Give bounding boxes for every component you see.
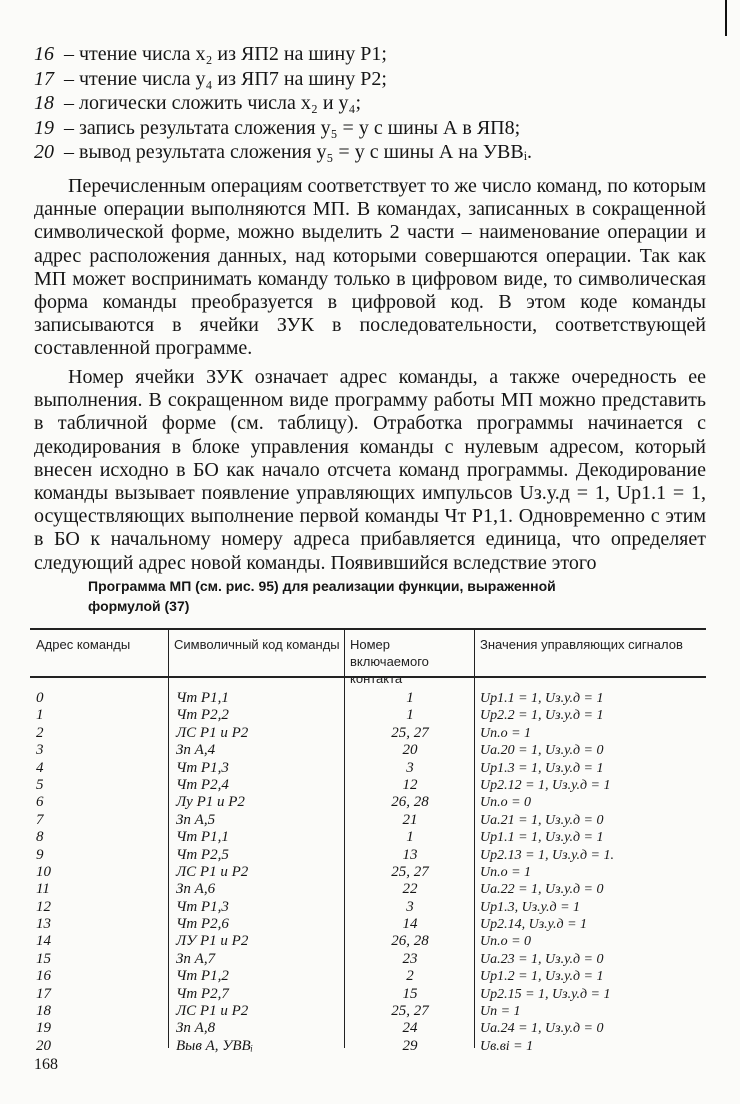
- paragraph: Перечисленным операциям соответствует то же число команд, по которым данные операции выполняются МП. В командах, записанных в сокращенной символической форме, можно выделить 2 части – наименование операции и адрес расположения данных, над которыми совершаются операции. Так как МП может воспринимать команду только в цифровом виде, то символическая форма команды преобразуется в цифровой код. В этом коде команды записываются в ячейки ЗУК в последовательности, соответствующей составленной программе.: [34, 175, 706, 360]
- table-cell: ЛС Р1 и Р2: [176, 1003, 249, 1020]
- table-cell: 21: [402, 811, 418, 828]
- table-cell: 15: [36, 950, 51, 967]
- table-cell: ЛС Р1 и Р2: [176, 863, 249, 880]
- table-cell: Лу Р1 и Р2: [176, 794, 245, 811]
- table-cell: 26, 28: [391, 794, 429, 811]
- table-cell: Uр2.15 = 1, Uз.у.д = 1: [480, 986, 611, 1002]
- header-address: Адрес команды: [36, 637, 131, 652]
- list-item: [34, 67, 714, 92]
- table-cell: Чт Р1,3: [176, 898, 229, 915]
- page-number: 168: [34, 1056, 58, 1073]
- table-cell: Выв А, УВВᵢ: [176, 1037, 254, 1054]
- table-cell: Чт Р2,6: [176, 916, 229, 933]
- table-cell: 18: [36, 1003, 51, 1020]
- table-cell: 23: [402, 950, 418, 967]
- table-cell: ЛУ Р1 и Р2: [176, 933, 249, 950]
- table-cell: 5: [36, 776, 44, 793]
- table-cell: Зп А,6: [176, 881, 216, 898]
- table-cell: 1: [406, 707, 414, 724]
- table-cell: Чт Р1,3: [176, 759, 229, 776]
- table-cell: 16: [36, 968, 51, 985]
- table-cell: 25, 27: [391, 863, 429, 880]
- table-cell: Uа.24 = 1, Uз.у.д = 0: [480, 1021, 604, 1037]
- table-cell: 2: [406, 968, 414, 985]
- header-contact-number: Номер включаемого контакта: [350, 637, 429, 686]
- table-cell: Uа.20 = 1, Uз.у.д = 0: [480, 743, 604, 759]
- table-cell: Uр1.3, Uз.у.д = 1: [480, 899, 581, 915]
- table-cell: Чт Р1,2: [176, 968, 229, 985]
- table-cell: 7: [36, 811, 44, 828]
- table-cell: 25, 27: [391, 724, 429, 741]
- table-cell: 8: [36, 829, 44, 846]
- table-cell: 12: [36, 898, 51, 915]
- scan-edge-mark: [725, 0, 727, 36]
- list-number: 20: [34, 141, 54, 163]
- table-cell: 1: [36, 707, 44, 724]
- list-item: [34, 42, 714, 67]
- list-number: 18: [34, 92, 54, 114]
- table-cell: 13: [402, 846, 418, 863]
- table-cell: Uр2.12 = 1, Uз.у.д = 1: [480, 777, 611, 793]
- table-cell: Uр1.1 = 1, Uз.у.д = 1: [480, 830, 604, 846]
- table-cell: 14: [402, 916, 418, 933]
- table-cell: Uп = 1: [480, 1004, 521, 1020]
- table-cell: 22: [402, 881, 418, 898]
- table-cell: Чт Р2,2: [176, 707, 229, 724]
- list-text: – вывод результата сложения y₅ = y с шины А на УВВᵢ.: [64, 141, 532, 163]
- table-cell: Uр1.3 = 1, Uз.у.д = 1: [480, 760, 604, 776]
- list-item: [34, 116, 714, 141]
- table-cell: 20: [36, 1037, 51, 1054]
- table-cell: 3: [406, 759, 414, 776]
- table-cell: Uп.о = 0: [480, 934, 532, 950]
- table-cell: 15: [402, 985, 418, 1002]
- table-cell: Uа.23 = 1, Uз.у.д = 0: [480, 951, 604, 967]
- table-caption: Программа МП (см. рис. 95) для реализации функции, выраженной формулой (37): [88, 578, 556, 614]
- table-cell: 14: [36, 933, 51, 950]
- table-top-rule: [30, 628, 706, 630]
- table-cell: Uп.о = 0: [480, 795, 532, 811]
- table-cell: 25, 27: [391, 1003, 429, 1020]
- table-cell: Зп А,5: [176, 811, 216, 828]
- list-text: – запись результата сложения y₅ = y с шины А в ЯП8;: [64, 116, 521, 139]
- list-text: – логически сложить числа x₂ и y₄;: [64, 92, 362, 114]
- table-cell: 12: [402, 776, 418, 793]
- table-cell: 3: [406, 898, 414, 915]
- table-cell: 17: [36, 985, 51, 1002]
- table-cell: 24: [402, 1020, 418, 1037]
- table-cell: Чт Р2,5: [176, 846, 229, 863]
- table-cell: Uв.вi = 1: [480, 1038, 534, 1054]
- signals-column: [480, 690, 706, 1055]
- table-cell: 20: [402, 742, 418, 759]
- table-cell: Uп.о = 1: [480, 725, 532, 741]
- table-cell: Зп А,4: [176, 742, 216, 759]
- table-cell: 19: [36, 1020, 51, 1037]
- table-cell: 6: [36, 794, 44, 811]
- table-cell: Чт Р2,7: [176, 985, 229, 1002]
- list-number: 16: [34, 43, 54, 65]
- list-text: – чтение числа x₂ из ЯП2 на шину Р1;: [64, 43, 387, 65]
- table-cell: 29: [402, 1037, 418, 1054]
- table-cell: Uр2.14, Uз.у.д = 1: [480, 917, 588, 933]
- column-divider: [474, 628, 475, 1048]
- list-number: 19: [34, 116, 54, 139]
- header-symbolic-code: Символичный код команды: [174, 637, 340, 652]
- table-cell: Зп А,7: [176, 950, 216, 967]
- table-cell: 4: [36, 759, 44, 776]
- table-cell: Чт Р1,1: [176, 829, 229, 846]
- table-cell: 10: [36, 863, 51, 880]
- table-cell: Uа.21 = 1, Uз.у.д = 0: [480, 812, 604, 828]
- table-cell: ЛС Р1 и Р2: [176, 724, 249, 741]
- table-cell: 9: [36, 846, 44, 863]
- table-cell: 2: [36, 724, 44, 741]
- table-cell: Зп А,8: [176, 1020, 216, 1037]
- address-column: [36, 690, 162, 1055]
- list-text: – чтение числа y₄ из ЯП7 на шину Р2;: [64, 67, 387, 90]
- contact-column: [348, 690, 472, 1055]
- column-divider: [168, 628, 169, 1048]
- table-cell: 3: [36, 742, 44, 759]
- header-control-signals: Значения управляющих сигналов: [480, 637, 683, 652]
- code-column: [176, 690, 342, 1055]
- table-cell: Uр2.2 = 1, Uз.у.д = 1: [480, 708, 604, 724]
- table-cell: 0: [36, 690, 44, 706]
- table-cell: 26, 28: [391, 933, 429, 950]
- table-cell: Uр1.1 = 1, Uз.у.д = 1: [480, 691, 604, 706]
- column-divider: [344, 628, 345, 1048]
- list-item: [34, 91, 714, 116]
- table-cell: Uп.о = 1: [480, 864, 532, 880]
- operations-list: [34, 42, 714, 165]
- table-cell: 1: [406, 690, 414, 706]
- list-number: 17: [34, 67, 54, 90]
- list-item: [34, 140, 714, 165]
- table-cell: Чт Р2,4: [176, 776, 229, 793]
- table-cell: Чт Р1,1: [176, 690, 229, 706]
- table-cell: 13: [36, 916, 51, 933]
- table-cell: 1: [406, 829, 414, 846]
- table-cell: Uр2.13 = 1, Uз.у.д = 1.: [480, 847, 614, 863]
- paragraph: Номер ячейки ЗУК означает адрес команды, а также очередность ее выполнения. В сокращенном виде программу работы МП можно представить в табличной форме (см. таблицу). Отработка программы начинается с декодирования в блоке управления команды с нулевым адресом, который внесен исходно в БО как начало отсчета команд программы. Декодирование команды вызывает появление управляющих импульсов Uз.у.д = 1, Uр1.1 = 1, осуществляющих выполнение первой команды Чт Р1,1. Одновременно с этим в БО к начальному номеру адреса прибавляется единица, что определяет следующий адрес новой команды. Появившийся вследствие этого: [34, 366, 706, 574]
- table-cell: Uр1.2 = 1, Uз.у.д = 1: [480, 969, 604, 985]
- table-cell: Uа.22 = 1, Uз.у.д = 0: [480, 882, 604, 898]
- table-cell: 11: [36, 881, 50, 898]
